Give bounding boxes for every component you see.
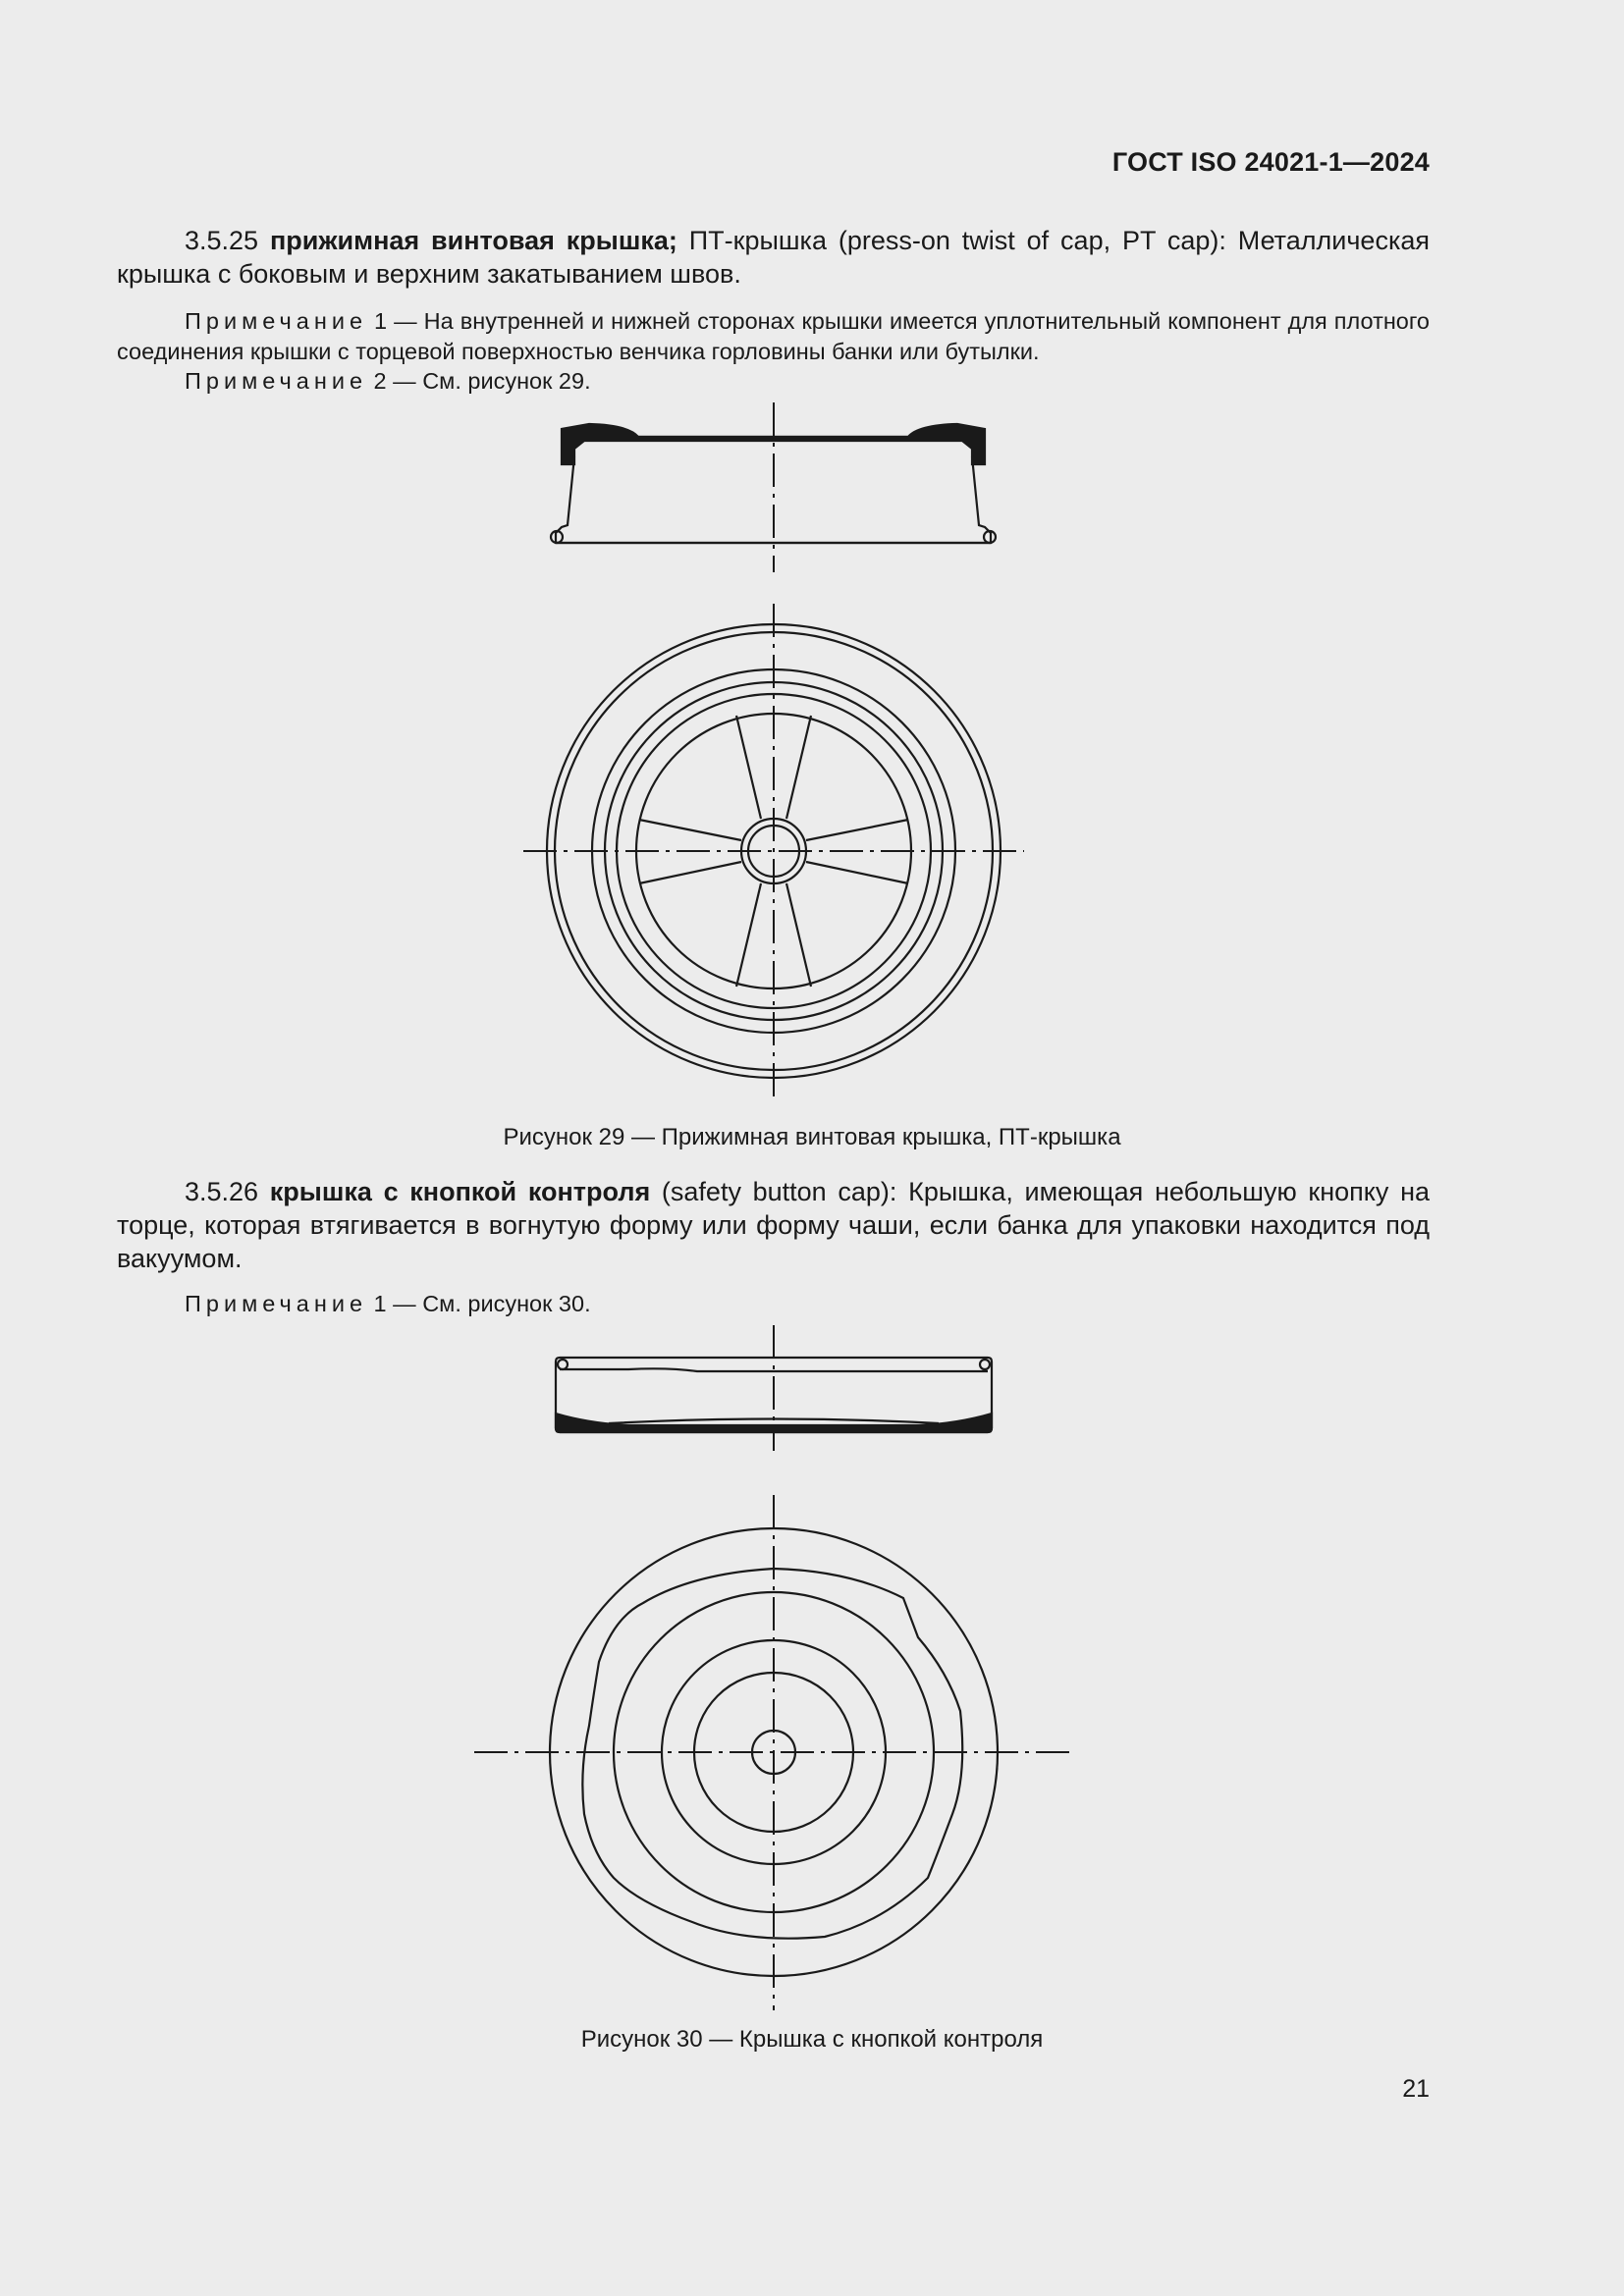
term-3-5-26-note-1 — [117, 1289, 1430, 1319]
term-name: крышка с кнопкой контроля — [269, 1177, 651, 1206]
right-curl — [980, 1360, 990, 1369]
button-panel-outline — [582, 1569, 962, 1939]
note-text: 1 — См. рисунок 30. — [367, 1291, 591, 1316]
term-definition: (safety button cap): Крышка, имеющая небольшую кнопку на торце, которая втягивается в вогнутую форму или форму чаши, если банка для упаковки находится под вакуумом. — [117, 1177, 1430, 1273]
page-number: 21 — [1402, 2075, 1430, 2103]
term-3-5-25-paragraph — [117, 224, 1430, 291]
standard-designation: ГОСТ ISO 24021-1—2024 — [1111, 147, 1430, 177]
button-profile — [609, 1419, 939, 1424]
figure-30-side-view — [0, 1320, 1624, 1453]
figure-29-caption: Рисунок 29 — Прижимная винтовая крышка, ПТ-крышка — [503, 1124, 1121, 1150]
note-label: Примечание — [185, 308, 368, 334]
figure-30-caption: Рисунок 30 — Крышка с кнопкой контроля — [580, 2026, 1044, 2053]
figure-29-top-view — [0, 599, 1624, 1109]
note-label: Примечание — [185, 368, 368, 394]
term-3-5-25-note-2 — [117, 366, 1430, 397]
note-text: 1 — На внутренней и нижней сторонах крышки имеется уплотнительный компонент для плотного соединения крышки с торцевой поверхностью венчика горловины банки или бутылки. — [117, 308, 1430, 364]
figure-29-side-view — [0, 398, 1624, 574]
figure-30-top-view — [0, 1490, 1624, 2020]
note-label: Примечание — [185, 1291, 368, 1316]
left-curl — [558, 1360, 568, 1369]
term-definition: ПТ-крышка (press-on twist of cap, PT cap): Металлическая крышка с боковым и верхним закатыванием швов. — [117, 226, 1430, 289]
term-3-5-26-paragraph — [117, 1175, 1430, 1275]
term-number: 3.5.25 — [185, 226, 259, 255]
term-name: прижимная винтовая крышка; — [269, 226, 677, 255]
note-text: 2 — См. рисунок 29. — [367, 368, 591, 394]
term-3-5-25-note-1 — [117, 306, 1430, 367]
term-number: 3.5.26 — [185, 1177, 259, 1206]
